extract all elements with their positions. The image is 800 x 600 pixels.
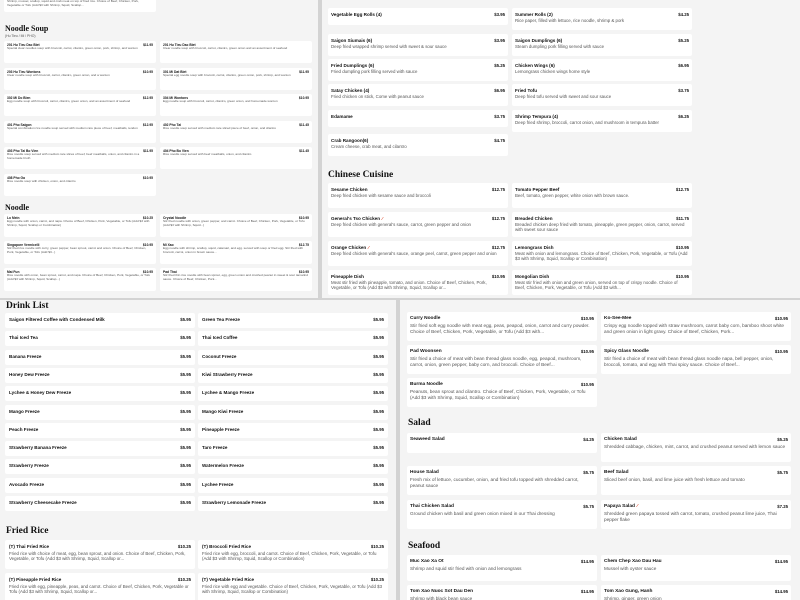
menu-item-name: 302 Mi Do Bien	[7, 96, 31, 100]
menu-item-card[interactable]	[198, 573, 388, 600]
menu-item-price: $5.95	[180, 463, 191, 469]
menu-item-card[interactable]	[407, 555, 597, 581]
menu-item-description: Deep fried chicken with general's sauce, orange peel, carrot, green pepper and onion	[331, 251, 497, 256]
menu-item-card[interactable]	[5, 573, 195, 600]
menu-item-card[interactable]	[328, 110, 508, 127]
menu-item-name: Pad Woonsen	[410, 349, 442, 354]
chili-pepper-icon: ⁄	[368, 245, 370, 250]
menu-item-description: Stir fried thin rice noodle with bean sprout, egg, green onion and crushed peanut in sweet & sour tamarind sauce. Choice of Beef, Chicken, Pork...	[163, 274, 308, 281]
menu-item-name: Watermelon Freeze	[202, 463, 244, 469]
menu-item-card[interactable]	[4, 268, 156, 291]
menu-item-description: Shrimp and squid stir fried with onion and lemongrass	[410, 566, 522, 571]
menu-item-card[interactable]	[198, 313, 388, 328]
menu-item-description: Fried rice with choice of meat, egg, bean sprout, and onion. Choice of Beef, Chicken, Pork, Vegetable, or Tofu (Add $3 with Shrimp, Squid, Scallop or...	[9, 551, 186, 562]
menu-item-price: $10.95	[580, 349, 594, 354]
menu-item-name: Coconut Freeze	[202, 353, 237, 359]
menu-item-name: Lo Mein	[7, 216, 20, 220]
menu-item-price: $5.95	[373, 335, 384, 341]
menu-item-name: Saigon Filtered Coffee with Condensed Milk	[9, 317, 105, 322]
menu-item-price: $10.95	[580, 382, 594, 387]
menu-item-description: Rice noodle soup served with medium rare slices of beef, beef meatballs, onion, and cilantro in a homemade broth	[7, 153, 140, 160]
menu-item-card[interactable]	[601, 466, 791, 495]
menu-item-price: $10.95	[491, 274, 505, 279]
menu-item-name: Chem Chep Xao Dau Hau	[604, 559, 662, 564]
menu-item-price: $5.95	[180, 481, 191, 487]
menu-item-card[interactable]	[5, 313, 195, 328]
menu-item-name: Breaded Chicken	[515, 216, 553, 221]
menu-item-card[interactable]	[328, 183, 508, 208]
menu-item-card[interactable]	[160, 214, 312, 237]
section-title-seafood: Seafood	[408, 541, 441, 551]
menu-item-name: 301 Mi Dat Biet	[163, 69, 187, 74]
menu-item-card[interactable]	[5, 496, 195, 511]
menu-item-name: Honey Dew Freeze	[9, 371, 50, 377]
menu-item-description: Deep fried chicken with sesame sauce and broccoli	[331, 193, 431, 198]
menu-item-name: Tom Xao Nuoc Sot Dau Den	[410, 589, 474, 594]
menu-item-price: $5.25	[777, 437, 788, 442]
menu-item-name: Kiwi Strawberry Freeze	[202, 371, 253, 377]
menu-item-name: Spicy Glass Noodle	[604, 349, 649, 354]
menu-item-description: Rice noodle soup served with beef meatballs, onion, and cilantro	[163, 153, 252, 156]
menu-item-price: $4.75	[494, 138, 505, 143]
menu-item-card[interactable]	[160, 41, 312, 63]
menu-item-name: Chicken Salad	[604, 437, 637, 442]
menu-item-price: $5.95	[180, 408, 191, 414]
menu-item-name: Singapore Vermicelli	[7, 243, 40, 247]
menu-item-name: 401 Pho Saigon	[7, 122, 32, 127]
menu-item-card[interactable]	[198, 496, 388, 511]
menu-item-price: $5.95	[373, 371, 384, 377]
menu-item-description: Stir fried noodle with onion, green pepper, and carrot. Choice of Beef, Chicken, Pork, Vegetable, or Tofu (Add $3 with Shrimp, Squid...)	[163, 220, 305, 227]
menu-item-name: House Salad	[410, 470, 439, 475]
menu-item-price: $14.95	[580, 589, 594, 594]
menu-item-price: $6.95	[678, 63, 689, 68]
menu-item-description: Breaded chicken deep fried with tomato, pineapple, green pepper, onion, carrot, served with sweet sour sauce	[515, 222, 685, 233]
menu-item-card[interactable]	[5, 423, 195, 438]
menu-item-name: Summer Rolls (2)	[515, 12, 553, 17]
menu-item-card[interactable]	[601, 345, 791, 374]
menu-item-card[interactable]	[5, 441, 195, 456]
section-title-salad: Salad	[408, 418, 431, 428]
menu-item-card[interactable]	[160, 94, 312, 116]
menu-item-card[interactable]	[4, 174, 156, 196]
menu-item-price: $5.95	[180, 317, 191, 322]
menu-item-price: $5.95	[373, 317, 384, 322]
menu-item-price: $12.95	[142, 122, 153, 127]
menu-item-card[interactable]	[5, 368, 195, 383]
menu-item-price: $11.95	[299, 69, 309, 74]
menu-item-name: Peach Freeze	[9, 426, 39, 432]
menu-item-price: $3.75	[678, 88, 689, 93]
menu-item-card[interactable]	[512, 59, 692, 81]
menu-item-price: $10.25	[370, 577, 384, 582]
menu-item-name: 203 Hu Tieu Wontons	[7, 69, 41, 74]
menu-item-price: $14.95	[580, 559, 594, 564]
menu-item-name: 404 Pho Bo Vien	[163, 149, 189, 153]
menu-item-description: Shrimp, mussel, scallop, squid and crab meat on top of fried rice. Choice of Beef, Chicken, Pork, Vegetable or Tofu (Add $3 with Shrimp, Squid, Scallop...	[7, 0, 139, 7]
menu-item-name: 201 Hu Tieu Dac Biet	[7, 43, 40, 47]
menu-item-price: $5.95	[180, 371, 191, 377]
menu-item-card[interactable]	[328, 59, 508, 81]
menu-item-description: Fried rice with egg, pineapple, peas, and carrot. Choice of Beef, Chicken, Pork, Vegetable or Tofu (Add $3 with Shrimp, Squid, Scallop or...	[9, 584, 189, 595]
menu-item-price: $10.25	[142, 216, 153, 220]
menu-item-card[interactable]	[5, 540, 195, 569]
menu-item-price: $10.25	[370, 544, 384, 549]
menu-item-description: Crispy egg noodle topped with straw mushroom, carrot baby corn, bamboo shoot white and green onion in light gravy. Choice of Beef, Chicken, Pork...	[604, 323, 785, 334]
menu-item-card[interactable]	[328, 84, 508, 106]
menu-item-card[interactable]	[601, 555, 791, 581]
menu-item-price: $5.25	[678, 38, 689, 43]
menu-item-card[interactable]	[198, 350, 388, 365]
menu-item-card[interactable]	[601, 433, 791, 462]
menu-item-price: $5.95	[180, 426, 191, 432]
menu-item-name: Vegetable Egg Rolls (4)	[331, 12, 382, 17]
menu-item-card[interactable]	[328, 34, 508, 56]
menu-item-card[interactable]	[198, 368, 388, 383]
menu-item-name: Pineapple Freeze	[202, 426, 240, 432]
menu-item-description: Mussel with oyster sauce	[604, 566, 657, 571]
menu-item-name: Lychee & Honey Dew Freeze	[9, 390, 72, 396]
menu-item-price: $5.95	[180, 353, 191, 359]
menu-item-price: $3.95	[494, 12, 505, 17]
menu-item-price: $14.95	[774, 589, 788, 594]
menu-item-price: $5.95	[180, 500, 191, 505]
menu-item-description: Stir fried rice noodle with curry, green pepper, bean sprout, carrot and onion. Choice of Beef, Chicken, Pork, Vegetable, or Tofu (Add $3...)	[7, 247, 147, 254]
menu-item-name: Mi Xao	[163, 243, 174, 247]
menu-item-name: Banana Freeze	[9, 353, 42, 359]
menu-item-description: Shredded green papaya tossed with carrot, tomato, crushed peanut lime juice, Thai pepper flake	[604, 511, 777, 522]
menu-item-description: Deep fried wrapped shrimp served with sweet & sour sauce	[331, 44, 447, 49]
menu-item-card[interactable]	[601, 500, 791, 529]
menu-item-price: $5.95	[373, 408, 384, 414]
menu-item-card[interactable]	[198, 540, 388, 569]
menu-item-card[interactable]	[4, 68, 156, 90]
menu-item-card[interactable]	[4, 147, 156, 169]
menu-item-description: Egg noodle with onion, carrot, and napa. Choice of Beef, Chicken, Pork, Vegetable, or Tofu (Add $3 with Shrimp, Squid, Scallop or Combination)	[7, 220, 150, 227]
menu-item-card[interactable]	[328, 134, 508, 156]
menu-item-description: Fresh mix of lettuce, cucumber, onion, and fried tofu topped with shredded carrot, peanut sauce	[410, 477, 579, 488]
menu-item-name: 403 Pho Tai Bo Vien	[7, 149, 39, 153]
menu-item-name: Thai Chicken Salad	[410, 504, 454, 509]
menu-item-card[interactable]	[198, 331, 388, 346]
menu-item-description: Special combination rice noodle soup served with medium rare piece of beef, meatballs, tendon	[7, 126, 138, 130]
menu-item-name: Thai Iced Coffee	[202, 335, 238, 341]
menu-item-price: $12.95	[142, 96, 153, 100]
menu-item-card[interactable]	[5, 459, 195, 474]
menu-item-card[interactable]	[5, 405, 195, 420]
menu-item-description: Special clear noodles soup with broccoli, carrot, cilantro, green onion, pork, shrimp, and wonton	[7, 47, 138, 50]
menu-item-name: Edamame	[331, 114, 353, 119]
menu-item-description: Steam dumpling pork filling served with sauce	[515, 44, 605, 49]
menu-item-name: Fried Tofu	[515, 88, 538, 93]
menu-item-card[interactable]	[407, 312, 597, 341]
menu-item-description: Rice noodle with onion, bean sprout, carrot, and napa. Choice of Beef, Chicken, Pork, Vegetable, or Tofu (Add $3 with Shrimp, Squid, Scallop...)	[7, 274, 151, 281]
menu-item-price: $10.95	[142, 243, 153, 247]
menu-item-card[interactable]	[512, 241, 692, 266]
menu-item-name: Mai Fun	[7, 270, 20, 274]
menu-item-price: $12.75	[675, 187, 689, 192]
menu-item-name: 304 Mi Wontons	[163, 96, 189, 100]
section-title-fried-rice: Fried Rice	[6, 526, 49, 536]
menu-item-name: Saigon Dumplings (6)	[515, 38, 563, 43]
menu-item-description: Fried rice with egg and vegetable. Choice of Beef, Chicken, Pork, Vegetable, or Tofu (Add $3 with Shrimp, Squid, Scallop or Combination)	[202, 584, 383, 595]
menu-item-name: Papaya Salad ⁄	[604, 504, 638, 509]
menu-item-card[interactable]	[198, 459, 388, 474]
menu-item-card[interactable]	[4, 0, 156, 12]
menu-item-name: Pineapple Dish	[331, 274, 364, 279]
menu-item-name: Curry Noodle	[410, 316, 441, 321]
menu-item-name: Tom Xao Gung, Hanh	[604, 589, 653, 594]
menu-item-price: $5.95	[373, 445, 384, 451]
menu-item-description: Fried dumpling pork filling served with sauce	[331, 69, 418, 74]
menu-item-description: Egg noodle soup with broccoli, carrot, cilantro, green onion, and an assortment of seafood	[7, 100, 131, 103]
menu-panel-noodle-soup	[0, 0, 318, 298]
menu-item-card[interactable]	[328, 270, 508, 295]
menu-item-description: Beef, tomato, green pepper, white onion with brown sauce.	[515, 193, 630, 198]
menu-item-price: $11.95	[143, 149, 153, 153]
menu-item-price: $5.95	[180, 335, 191, 341]
menu-item-name: Taro Freeze	[202, 445, 228, 451]
menu-item-price: $10.95	[298, 216, 309, 220]
menu-item-description: Fried chicken on stick, Come with peanut sauce	[331, 94, 424, 99]
menu-item-price: $5.95	[373, 481, 384, 487]
menu-item-card[interactable]	[512, 110, 692, 132]
menu-item-card[interactable]	[601, 585, 791, 600]
section-title-drink-list: Drink List	[6, 301, 49, 311]
menu-item-price: $10.95	[675, 245, 689, 250]
menu-item-price: $12.75	[491, 216, 505, 221]
menu-item-description: Stir fried soft egg noodle with meat egg, peas, peapod, onion, carrot and curry powder. Choice of Beef, Chicken, Pork, Vegetable, or Tofu (Add $3 with...	[410, 323, 590, 334]
menu-item-card[interactable]	[4, 214, 156, 237]
menu-item-price: $5.95	[180, 445, 191, 451]
menu-item-card[interactable]	[160, 241, 312, 264]
menu-item-card[interactable]	[512, 34, 692, 56]
menu-item-card[interactable]	[512, 183, 692, 208]
menu-item-card[interactable]	[328, 241, 508, 266]
menu-item-card[interactable]	[601, 312, 791, 341]
menu-item-price: $5.95	[373, 426, 384, 432]
menu-item-card[interactable]	[198, 405, 388, 420]
menu-item-description: Stir fried a choice of meat with bean thread glass noodle, egg, peapod, mushroom, carrot, onion, green pepper, baby corn, and broccoli. Choice of Beef...	[410, 356, 582, 367]
menu-item-name: General's Tso Chicken ⁄	[331, 216, 383, 221]
menu-item-description: Clear noodle soup with broccoli, carrot, cilantro, green onion, and a wonton	[7, 73, 110, 77]
menu-item-name: Chicken Wings (6)	[515, 63, 555, 68]
menu-item-description: Meat with onion and lemongrass. Choice of Beef, Chicken, Pork, Vegetable, or Tofu (Add $3 with Shrimp, Squid, Scallop or Combination)	[515, 251, 688, 262]
menu-item-name: 201 Hu Tieu Dac Biet	[163, 43, 196, 47]
menu-item-card[interactable]	[5, 350, 195, 365]
menu-item-name: Lemongrass Dish	[515, 245, 554, 250]
menu-item-description: Egg noodle with shrimp, scallop, squid, calamari, and egg. served with soup or fried egg. Stir fried with broccoli, carrot, onion in brown sauce...	[163, 247, 303, 254]
section-title-chinese-cuisine: Chinese Cuisine	[328, 170, 394, 180]
menu-item-name: Sesame Chicken	[331, 187, 368, 192]
menu-item-description: Shrimp with black bean sauce	[410, 596, 473, 600]
menu-item-name: (T) Pineapple Fried Rice	[9, 577, 62, 582]
menu-item-card[interactable]	[512, 8, 692, 30]
menu-item-card[interactable]	[407, 433, 597, 453]
menu-item-card[interactable]	[512, 212, 692, 237]
menu-item-name: Beef Salad	[604, 470, 629, 475]
menu-item-price: $14.95	[774, 559, 788, 564]
menu-item-price: $6.95	[494, 88, 505, 93]
section-subtitle: (Hu Tieu / Mi / PHO)	[5, 34, 36, 38]
menu-item-price: $11.45	[299, 149, 309, 153]
menu-item-price: $12.75	[298, 243, 309, 247]
menu-item-name: Lychee Freeze	[202, 481, 234, 487]
menu-item-price: $4.25	[583, 437, 594, 442]
menu-item-description: Lemongrass chicken wings home style	[515, 69, 591, 74]
menu-item-card[interactable]	[4, 241, 156, 264]
menu-item-name: (T) Vegetable Fried Rice	[202, 577, 255, 582]
menu-item-card[interactable]	[4, 121, 156, 143]
menu-item-description: Cream cheese, crab meat, and cilantro	[331, 144, 407, 149]
menu-item-description: Rice noodle soup served with medium rare sliced piece of beef, onion, and cilantro	[163, 126, 276, 130]
menu-item-card[interactable]	[198, 441, 388, 456]
menu-item-price: $5.95	[373, 463, 384, 469]
menu-item-card[interactable]	[5, 386, 195, 401]
menu-item-name: (T) Broccoli Fried Rice	[202, 544, 252, 549]
menu-item-description: Deep fried tofu served with sweet and sour sauce	[515, 94, 612, 99]
menu-item-price: $7.25	[777, 504, 788, 509]
menu-item-description: Peanuts, bean sprout and cilantro. Choice of Beef, Chicken, Pork, Vegetable, or Tofu (Add $3 with Shrimp, Squid, Scallop or Combination)	[410, 389, 586, 400]
menu-item-name: Tomato Pepper Beef	[515, 187, 560, 192]
menu-item-card[interactable]	[407, 378, 597, 407]
menu-panel-drinks-fried-rice	[0, 300, 396, 600]
menu-item-price: $10.95	[774, 349, 788, 354]
menu-item-price: $12.75	[491, 245, 505, 250]
menu-item-card[interactable]	[160, 268, 312, 291]
menu-item-price: $5.95	[373, 500, 384, 505]
menu-item-card[interactable]	[4, 94, 156, 116]
menu-item-card[interactable]	[4, 41, 156, 63]
menu-item-price: $10.95	[774, 316, 788, 321]
menu-item-card[interactable]	[5, 478, 195, 493]
menu-item-card[interactable]	[198, 423, 388, 438]
menu-item-name: Fried Dumplings (6)	[331, 63, 375, 68]
menu-item-name: Saigon Siumais (6)	[331, 38, 373, 43]
menu-item-description: Sliced beef onion, basil, and lime juice with fresh lettuce and tomato	[604, 477, 745, 482]
menu-item-name: Ko-See-Mee	[604, 316, 632, 321]
menu-item-name: Avocado Freeze	[9, 481, 45, 487]
menu-item-card[interactable]	[160, 147, 312, 169]
menu-item-card[interactable]	[160, 121, 312, 143]
menu-item-name: Burma Noodle	[410, 382, 443, 387]
menu-item-name: Muc Xao Xa Ot	[410, 559, 444, 564]
menu-item-name: Satay Chicken (4)	[331, 88, 370, 93]
menu-item-price: $10.95	[675, 274, 689, 279]
menu-panel-salad-seafood	[400, 300, 800, 600]
menu-item-card[interactable]	[198, 386, 388, 401]
menu-item-price: $10.95	[298, 270, 309, 274]
menu-item-price: $5.95	[180, 390, 191, 396]
menu-item-price: $5.75	[583, 504, 594, 509]
menu-item-price: $10.95	[580, 316, 594, 321]
menu-item-price: $10.25	[177, 577, 191, 582]
menu-item-name: Pad Thai	[163, 270, 177, 274]
menu-item-description: Shrimp, ginger, green onion	[604, 596, 662, 600]
menu-item-card[interactable]	[328, 8, 508, 25]
menu-item-card[interactable]	[407, 585, 597, 600]
menu-item-name: Crab Rangoon(6)	[331, 138, 369, 143]
menu-item-card[interactable]	[407, 500, 597, 529]
menu-panel-appetizers-chinese	[322, 0, 800, 298]
menu-item-description: Egg noodle soup with broccoli, carrot, cilantro, green onion, and homemade wonton	[163, 100, 278, 103]
menu-item-price: $3.95	[494, 38, 505, 43]
menu-item-description: Ground chicken with basil and green onion mixed in our Thai dressing	[410, 511, 555, 516]
menu-item-description: Deep fried chicken with general's sauce, carrot, green pepper and onion	[331, 222, 471, 227]
menu-item-description: Rice noodle soup with chicken, onion, and cilantro	[7, 179, 76, 183]
menu-item-name: Green Tea Freeze	[202, 317, 240, 322]
menu-item-price: $5.25	[494, 63, 505, 68]
menu-item-name: Shrimp Tempura (4)	[515, 114, 559, 119]
menu-item-price: $10.95	[142, 69, 153, 74]
menu-item-description: Meat stir fried with onion and green onion, served on top of crispy noodle. Choice of Beef, Chicken, Pork, Vegetable, or Tofu (Add $3 with...	[515, 280, 678, 291]
menu-item-price: $12.75	[491, 187, 505, 192]
menu-item-price: $5.95	[373, 390, 384, 396]
menu-item-price: $3.75	[494, 114, 505, 119]
menu-item-card[interactable]	[407, 466, 597, 495]
menu-item-price: $11.75	[676, 216, 689, 221]
menu-item-name: Seaweed Salad	[410, 437, 445, 442]
section-title-noodle-soup: Noodle Soup	[5, 24, 49, 33]
menu-item-card[interactable]	[512, 84, 692, 106]
menu-item-card[interactable]	[5, 331, 195, 346]
menu-item-card[interactable]	[160, 68, 312, 90]
menu-item-price: $4.25	[678, 12, 689, 17]
menu-item-description: Clear noodle soup with broccoli, carrot, cilantro, green onion and an assortment of seafood	[163, 47, 288, 50]
menu-item-name: Mango Kiwi Freeze	[202, 408, 244, 414]
section-title-noodle: Noodle	[5, 203, 29, 212]
menu-item-name: Thai Iced Tea	[9, 335, 38, 341]
menu-item-name: Strawberry Cheesecake Freeze	[9, 500, 77, 505]
menu-item-description: Rice paper, filled with lettuce, rice noodle, shrimp & pork	[515, 18, 625, 23]
chili-pepper-icon: ⁄	[382, 216, 383, 221]
menu-item-price: $10.95	[298, 96, 309, 100]
menu-item-card[interactable]	[198, 478, 388, 493]
menu-item-description: Special egg noodle soup with broccoli, carrot, cilantro, green onion, pork, shrimp, and wonton	[163, 73, 291, 77]
menu-item-name: (T) Thai Fried Rice	[9, 544, 50, 549]
menu-item-description: Shredded cabbage, chicken, mint, carrot, and crushed peanut served with lemon sauce	[604, 444, 786, 449]
menu-item-card[interactable]	[512, 270, 692, 295]
menu-item-description: Stir fried a choice of meat with bean thread glass noodle napa, bell pepper, onion, broccoli, tomato, and egg with Thai spicy sauce. Choice of Beef...	[604, 356, 774, 367]
menu-item-price: $5.75	[777, 470, 788, 475]
menu-item-name: 402 Pho Tai	[163, 122, 182, 127]
menu-item-description: Fried rice with egg, broccoli, and carrot. Choice of Beef, Chicken, Pork, Vegetable, or Tofu (Add $3 with Shrimp, Squid, Scallop or Combination)	[202, 551, 377, 562]
chili-pepper-icon: ⁄	[636, 504, 638, 509]
menu-item-price: $5.95	[373, 353, 384, 359]
menu-item-price: $10.95	[142, 270, 153, 274]
menu-item-description: Meat stir fried with pineapple, tomato, and onion. Choice of Beef, Chicken, Pork, Vegetable, or Tofu (Add $3 with Shrimp, Squid, Scallop or...	[331, 280, 487, 291]
menu-item-price: $11.45	[299, 122, 309, 127]
menu-item-name: Mango Freeze	[9, 408, 40, 414]
menu-item-price: $5.75	[583, 470, 594, 475]
menu-item-name: Strawberry Banana Freeze	[9, 445, 67, 451]
menu-item-name: Mongolian Dish	[515, 274, 550, 279]
menu-item-card[interactable]	[407, 345, 597, 374]
menu-item-card[interactable]	[328, 212, 508, 237]
menu-item-name: 408 Pho Ga	[7, 175, 25, 180]
menu-item-name: Crystal Noodle	[163, 216, 187, 220]
menu-item-description: Deep fried shrimp, broccoli, carrot onion, and mushroom in tempura batter	[515, 120, 659, 125]
menu-item-price: $6.25	[678, 114, 689, 119]
menu-item-name: Orange Chicken ⁄	[331, 245, 370, 250]
menu-item-price: $10.25	[177, 544, 191, 549]
menu-item-price: $11.95	[143, 43, 153, 47]
menu-item-name: Strawberry Freeze	[9, 463, 49, 469]
menu-item-price: $10.95	[142, 175, 153, 180]
menu-item-name: Strawberry Lemonade Freeze	[202, 500, 267, 505]
menu-item-name: Lychee & Mango Freeze	[202, 390, 255, 396]
